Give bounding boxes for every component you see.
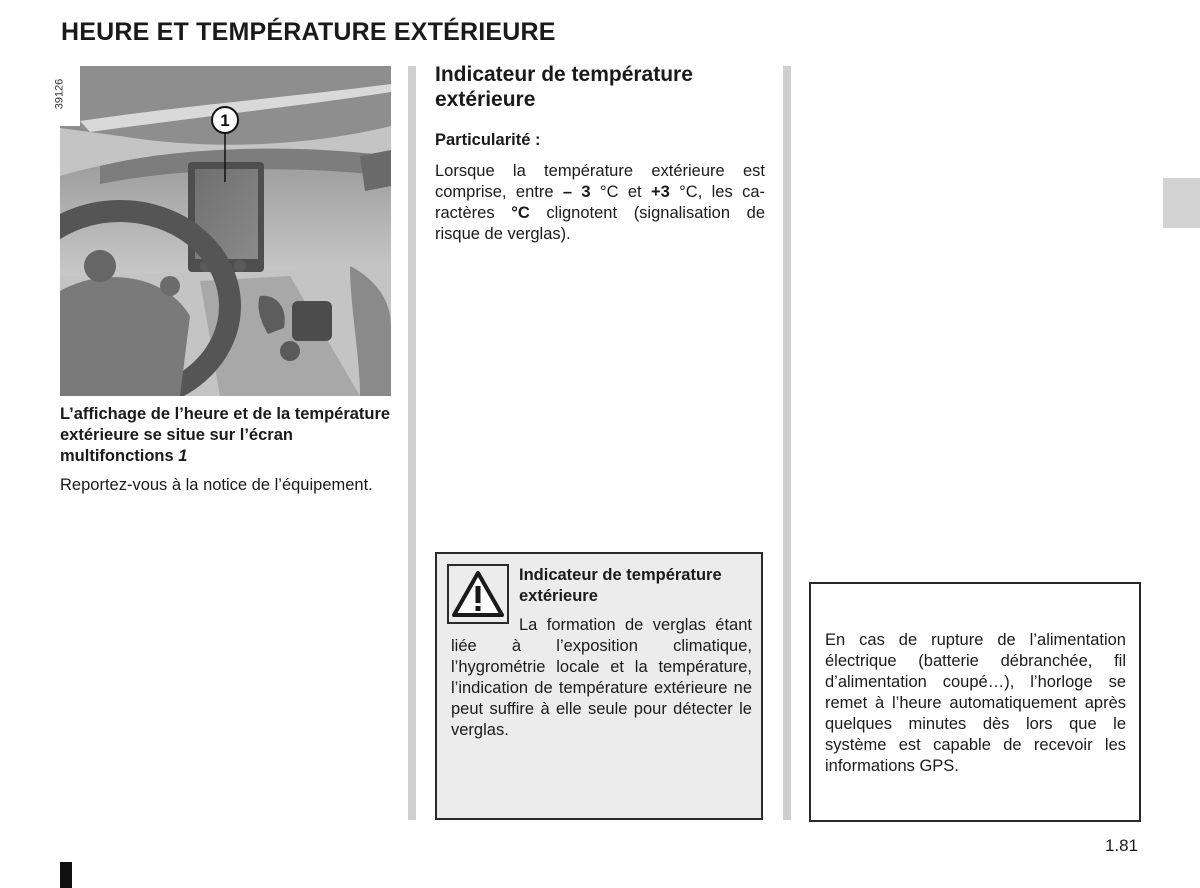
column-divider-right — [783, 66, 791, 820]
reference-paragraph: Reportez-vous à la notice de l’équipement. — [60, 476, 373, 494]
range-high: +3 — [651, 183, 670, 201]
figure-reference-label — [53, 66, 80, 126]
range-low: – 3 — [562, 183, 591, 201]
page-title: HEURE ET TEMPÉRATURE EXTÉRIEURE — [61, 18, 556, 46]
subheading: Particularité : — [435, 131, 541, 149]
chapter-thumb-tab — [1163, 178, 1200, 228]
unit-celsius: °C — [511, 204, 530, 222]
info-box — [809, 582, 1141, 822]
warning-text: La formation de verglas étant liée à l’exposition climatique, l’hygrométrie locale et la température, l’indication de température extérieure ne peut suffire à elle seule pour détecter le verglas. — [451, 616, 752, 739]
corner-mark — [60, 862, 72, 888]
caption-reference: 1 — [178, 447, 188, 465]
section-heading: Indicateur de température extérieure — [435, 63, 693, 111]
page-number: 1.81 — [1105, 836, 1139, 855]
warning-title: Indicateur de température extérieure — [519, 566, 722, 605]
dashboard-illustration — [60, 66, 391, 396]
info-text: En cas de rupture de l’alimentation électrique (batterie débranchée, fil d’alimentation coupé…), l’horloge se remet à l’heure automatiquement après quelques minutes dès lors que le système est capable de recevoir les informations GPS. — [825, 631, 1126, 775]
column-divider-left — [408, 66, 416, 820]
figure-id-text: 39126 — [53, 78, 66, 110]
temperature-paragraph: Lorsque la température extérieure est comprise, entre – 3 °C et +3 °C, les caractères °C clignotent (signalisation de risque de verglas). — [435, 162, 766, 243]
warning-box — [435, 552, 763, 820]
figure-callout-number: 1 — [220, 111, 230, 130]
figure-caption: L’affichage de l’heure et de la température extérieure se situe sur l’écran multifonctions 1 — [60, 405, 391, 465]
